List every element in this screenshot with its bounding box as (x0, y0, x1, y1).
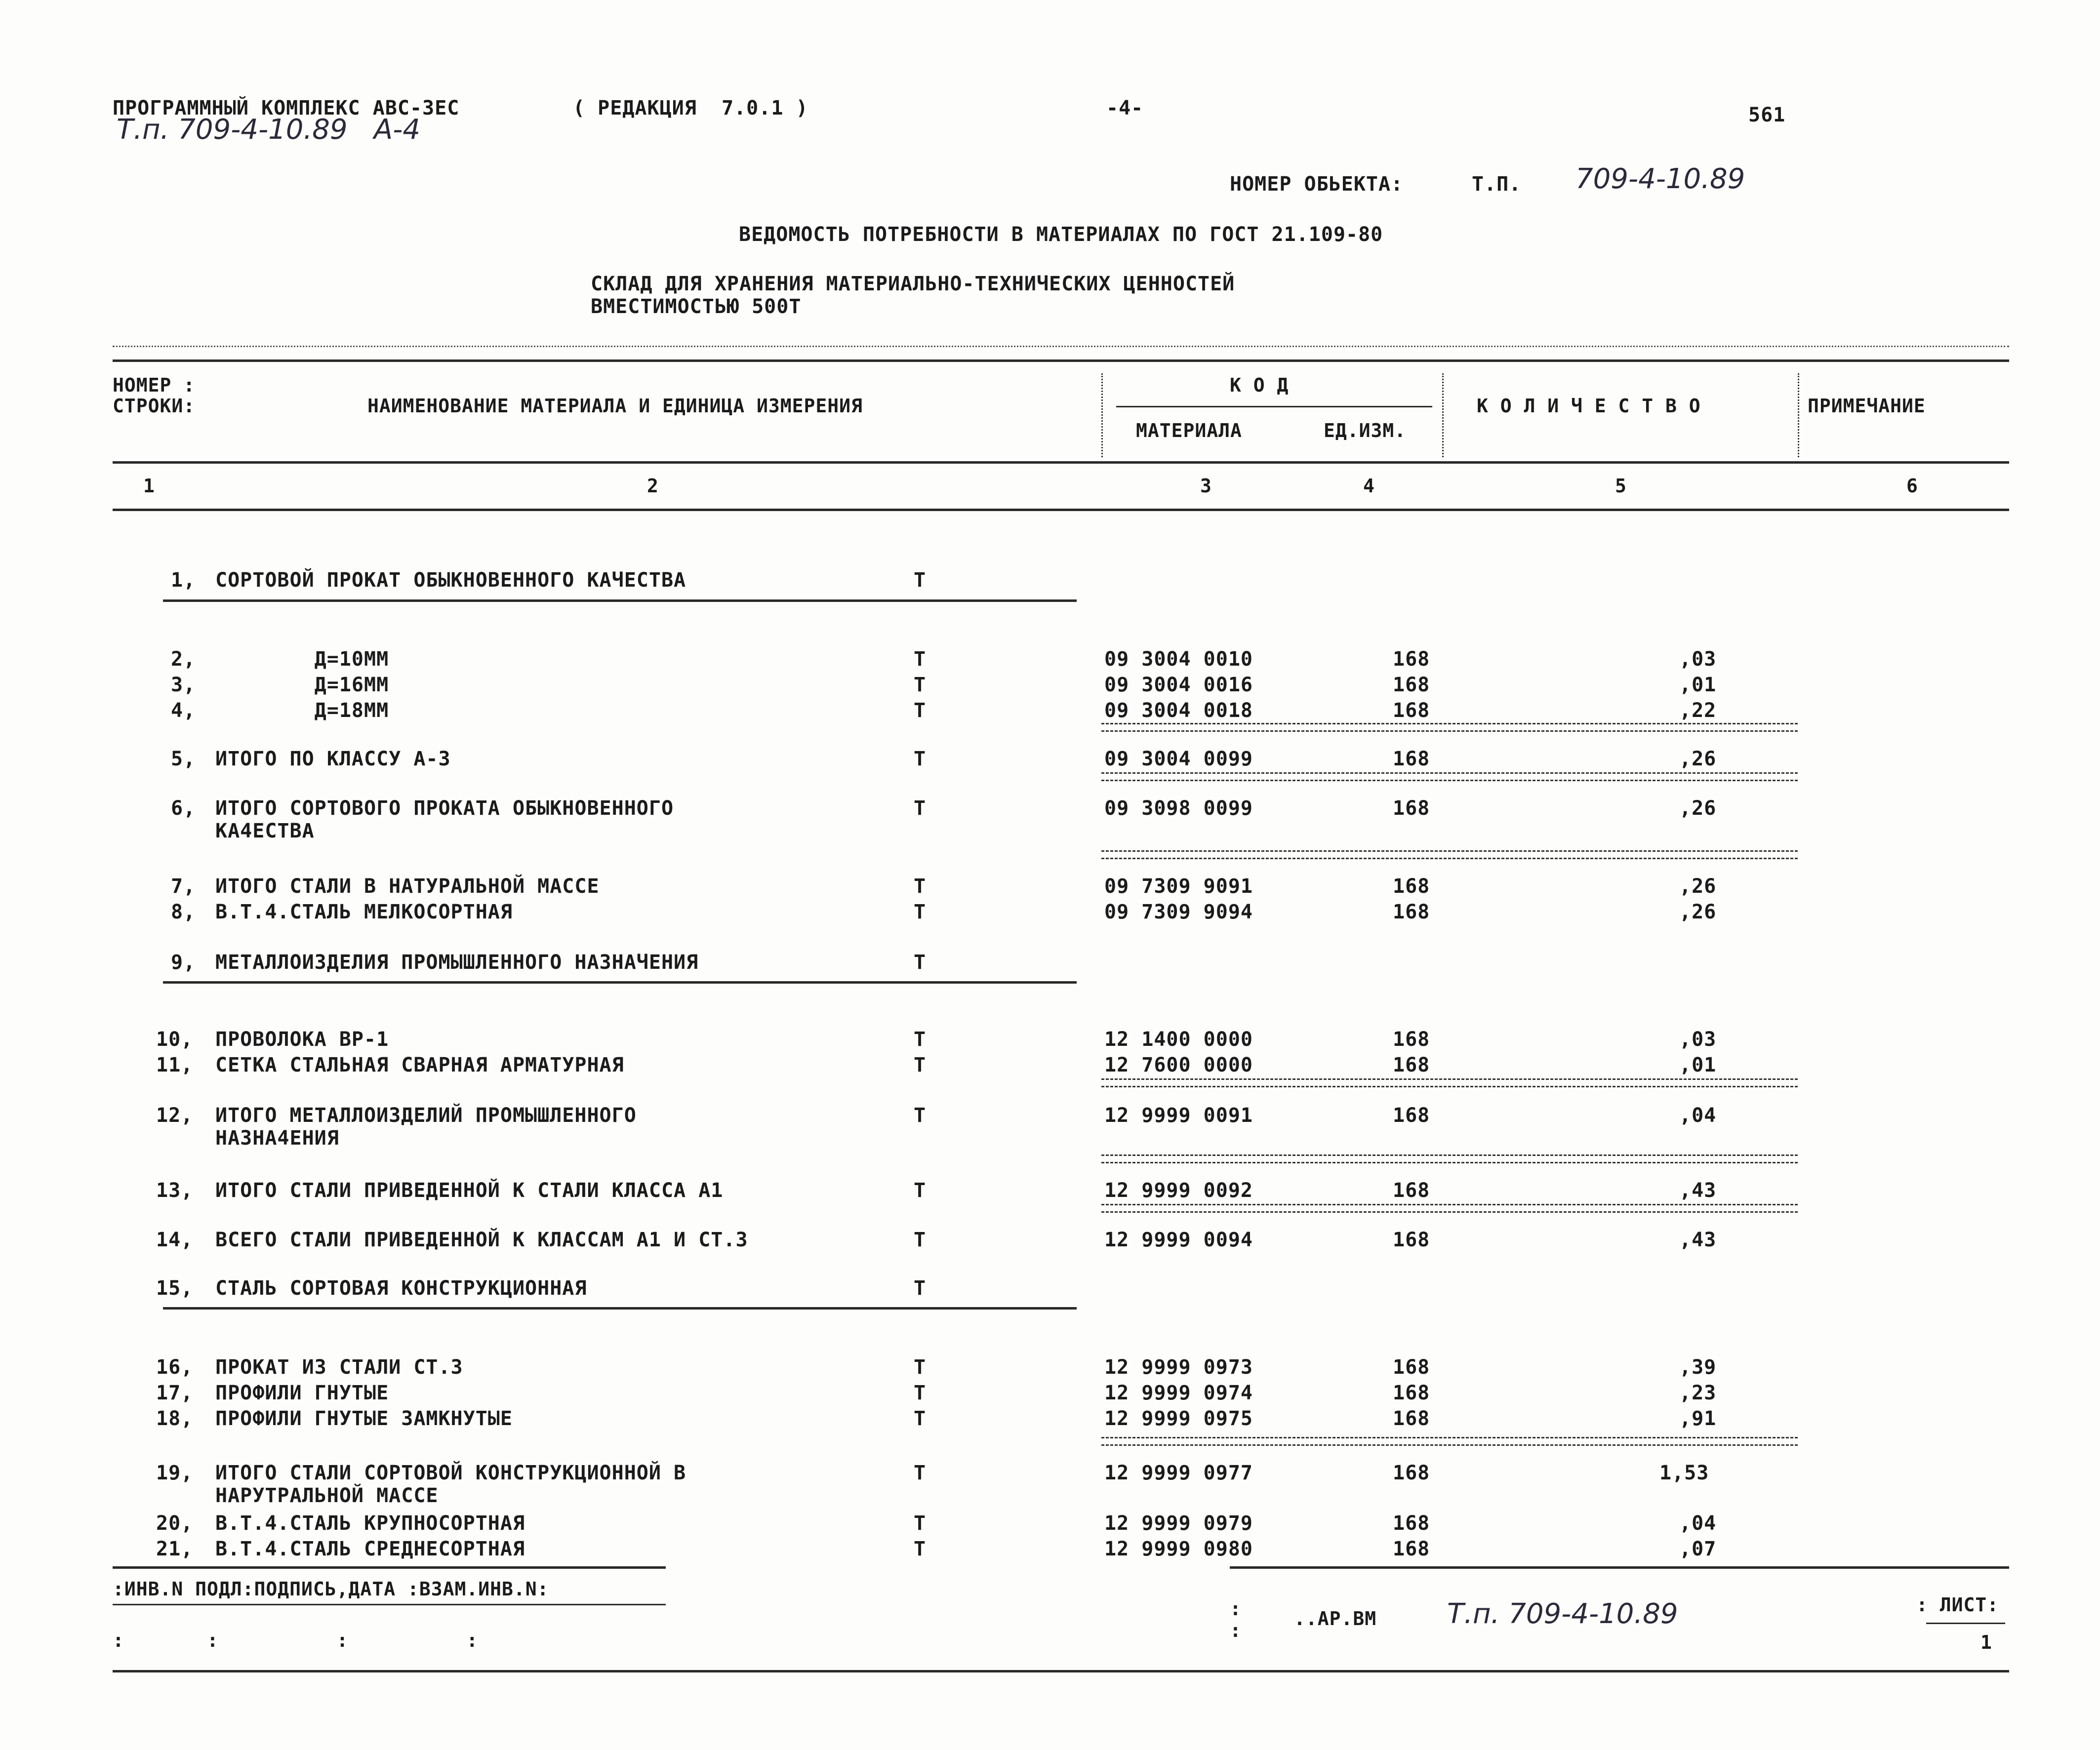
row-quantity: ,26 (1679, 797, 1717, 820)
row-unit: Т (914, 875, 927, 898)
total-separator-6 (1101, 772, 1798, 781)
row-number: 3, (171, 674, 196, 696)
col-number-5: 5 (1615, 475, 1627, 497)
row-number: 11, (156, 1054, 194, 1076)
row-material-code: 12 9999 0092 (1104, 1179, 1253, 1202)
row-material-code: 09 3004 0010 (1104, 648, 1253, 671)
section-rule-1 (163, 599, 1077, 602)
col-name-header: НАИМЕНОВАНИЕ МАТЕРИАЛА И ЕДИНИЦА ИЗМЕРЕНИЯ (367, 395, 863, 417)
sheet-number: 1 (1980, 1631, 1992, 1653)
row-material-code: 09 7309 9094 (1104, 901, 1253, 923)
handwritten-code: Т.п. 709-4-10.89 А-4 (117, 114, 421, 146)
section-rule-15 (163, 1307, 1077, 1310)
row-material-name: МЕТАЛЛОИЗДЕЛИЯ ПРОМЫШЛЕННОГО НАЗНАЧЕНИЯ (215, 951, 699, 974)
row-material-name-cont: КА4ЕСТВА (215, 820, 315, 842)
row-material-code: 12 9999 0979 (1104, 1512, 1253, 1535)
subtitle-line-1: СКЛАД ДЛЯ ХРАНЕНИЯ МАТЕРИАЛЬНО-ТЕХНИЧЕСКИХ ЦЕННОСТЕЙ (591, 273, 1235, 295)
row-material-name: ПРОВОЛОКА ВР-1 (215, 1028, 389, 1051)
row-unit: Т (914, 901, 927, 923)
row-unit-code: 168 (1393, 1512, 1430, 1535)
row-material-name: ИТОГО СТАЛИ В НАТУРАЛЬНОЙ МАССЕ (215, 875, 600, 898)
sheet-rule (1926, 1623, 2005, 1624)
row-number: 17, (156, 1382, 194, 1404)
row-number: 1, (171, 569, 196, 592)
stamp-left-cells: : : : : (113, 1630, 479, 1651)
row-material-name: СЕТКА СТАЛЬНАЯ СВАРНАЯ АРМАТУРНАЯ (215, 1054, 624, 1076)
row-material-name: СОРТОВОЙ ПРОКАТ ОБЫКНОВЕННОГО КАЧЕСТВА (215, 569, 687, 592)
row-unit: Т (914, 1277, 927, 1300)
row-material-code: 09 3004 0016 (1104, 674, 1253, 696)
row-unit: Т (914, 1104, 927, 1127)
col-number-3: 3 (1200, 475, 1212, 497)
row-material-name: ПРОФИЛИ ГНУТЫЕ (215, 1382, 389, 1404)
row-number: 20, (156, 1512, 194, 1535)
row-number: 2, (171, 648, 196, 671)
total-separator-5 (1101, 723, 1798, 732)
stamp-right-edge: : : (1230, 1598, 1242, 1641)
code-subheader-rule (1116, 406, 1432, 407)
stamp-left-labels: :ИНВ.N ПОДЛ:ПОДПИСЬ,ДАТА :ВЗАМ.ИНВ.N: (113, 1578, 549, 1600)
row-unit-code: 168 (1393, 648, 1430, 671)
header-mid-rule (113, 461, 2009, 464)
col-code-material-header: МАТЕРИАЛА (1136, 420, 1242, 441)
row-material-name: ИТОГО СТАЛИ СОРТОВОЙ КОНСТРУКЦИОННОЙ В (215, 1462, 687, 1484)
row-unit: Т (914, 1462, 927, 1484)
header-divider-code (1101, 373, 1103, 457)
row-unit-code: 168 (1393, 901, 1430, 923)
row-unit-code: 168 (1393, 1104, 1430, 1127)
row-unit: Т (914, 648, 927, 671)
row-quantity: ,43 (1679, 1229, 1717, 1251)
row-number: 9, (171, 951, 196, 974)
total-separator-13 (1101, 1154, 1798, 1163)
page-bottom-rule (113, 1670, 2009, 1672)
row-quantity: 1,53 (1659, 1462, 1709, 1484)
row-unit: Т (914, 748, 927, 770)
row-material-code: 09 3004 0099 (1104, 748, 1253, 770)
row-material-code: 12 9999 0091 (1104, 1104, 1253, 1127)
row-unit-code: 168 (1393, 1179, 1430, 1202)
col-num-header-1: НОМЕР : (113, 374, 196, 396)
row-unit-code: 168 (1393, 748, 1430, 770)
row-material-code: 12 9999 0980 (1104, 1538, 1253, 1560)
row-unit: Т (914, 1356, 927, 1379)
object-prefix: Т.П. (1472, 173, 1522, 196)
row-material-name: ИТОГО ПО КЛАССУ А-3 (215, 748, 451, 770)
row-unit: Т (914, 1054, 927, 1076)
stamp-top-rule-right (1230, 1566, 2009, 1569)
row-material-code: 09 3098 0099 (1104, 797, 1253, 820)
row-quantity: ,26 (1679, 901, 1717, 923)
row-quantity: ,04 (1679, 1104, 1717, 1127)
row-material-code: 12 1400 0000 (1104, 1028, 1253, 1051)
row-material-code: 12 9999 0977 (1104, 1462, 1253, 1484)
row-material-name: ИТОГО МЕТАЛЛОИЗДЕЛИЙ ПРОМЫШЛЕННОГО (215, 1104, 637, 1127)
row-material-name-cont: НАЗНА4ЕНИЯ (215, 1127, 339, 1150)
row-number: 12, (156, 1104, 194, 1127)
col-code-header: К О Д (1230, 374, 1289, 396)
row-number: 4, (171, 699, 196, 722)
row-unit-code: 168 (1393, 1229, 1430, 1251)
row-unit: Т (914, 1512, 927, 1535)
row-material-code: 12 9999 0975 (1104, 1407, 1253, 1430)
row-unit-code: 168 (1393, 797, 1430, 820)
row-quantity: ,22 (1679, 699, 1717, 722)
row-unit: Т (914, 1382, 927, 1404)
row-quantity: ,04 (1679, 1512, 1717, 1535)
row-unit-code: 168 (1393, 1356, 1430, 1379)
total-separator-19 (1101, 1437, 1798, 1446)
row-material-name: ВСЕГО СТАЛИ ПРИВЕДЕННОЙ К КЛАССАМ А1 И СТ.3 (215, 1229, 748, 1251)
row-quantity: ,23 (1679, 1382, 1717, 1404)
row-number: 10, (156, 1028, 194, 1051)
col-number-1: 1 (143, 475, 155, 497)
stamp-handwritten-doc: Т.п. 709-4-10.89 (1447, 1598, 1678, 1630)
row-material-name: ПРОКАТ ИЗ СТАЛИ СТ.3 (215, 1356, 463, 1379)
row-material-code: 12 9999 0974 (1104, 1382, 1253, 1404)
row-quantity: ,01 (1679, 674, 1717, 696)
row-unit-code: 168 (1393, 875, 1430, 898)
row-material-name-cont: НАРУТРАЛЬНОЙ МАССЕ (215, 1484, 439, 1507)
row-quantity: ,07 (1679, 1538, 1717, 1560)
sheet-label: : ЛИСТ: (1916, 1594, 1999, 1616)
header-divider-note (1798, 373, 1799, 457)
stamp-top-rule-left (113, 1566, 666, 1569)
row-unit: Т (914, 797, 927, 820)
row-number: 6, (171, 797, 196, 820)
row-unit: Т (914, 1028, 927, 1051)
total-separator-7 (1101, 850, 1798, 859)
row-unit-code: 168 (1393, 1382, 1430, 1404)
row-unit-code: 168 (1393, 1407, 1430, 1430)
row-material-code: 09 7309 9091 (1104, 875, 1253, 898)
row-quantity: ,39 (1679, 1356, 1717, 1379)
row-material-name: ИТОГО СОРТОВОГО ПРОКАТА ОБЫКНОВЕННОГО (215, 797, 674, 820)
row-number: 18, (156, 1407, 194, 1430)
document-title: ВЕДОМОСТЬ ПОТРЕБНОСТИ В МАТЕРИАЛАХ ПО ГОСТ 21.109-80 (739, 223, 1383, 246)
subtitle-line-2: ВМЕСТИМОСТЬЮ 500Т (591, 295, 802, 318)
total-separator-12 (1101, 1078, 1798, 1087)
page-mark: -4- (1106, 97, 1144, 119)
stamp-mid-rule (113, 1604, 666, 1605)
row-unit: Т (914, 699, 927, 722)
row-material-code: 12 7600 0000 (1104, 1054, 1253, 1076)
total-separator-14 (1101, 1204, 1798, 1213)
row-unit: Т (914, 1407, 927, 1430)
row-unit-code: 168 (1393, 1028, 1430, 1051)
row-material-name: ИТОГО СТАЛИ ПРИВЕДЕННОЙ К СТАЛИ КЛАССА А1 (215, 1179, 724, 1202)
header-top-rule (113, 359, 2009, 362)
row-unit: Т (914, 674, 927, 696)
row-unit-code: 168 (1393, 674, 1430, 696)
col-quantity-header: К О Л И Ч Е С Т В О (1477, 395, 1701, 417)
row-quantity: ,03 (1679, 1028, 1717, 1051)
row-quantity: ,26 (1679, 748, 1717, 770)
row-material-code: 09 3004 0018 (1104, 699, 1253, 722)
header-bottom-rule (113, 509, 2009, 511)
col-number-6: 6 (1906, 475, 1918, 497)
row-number: 21, (156, 1538, 194, 1560)
row-material-name: В.Т.4.СТАЛЬ КРУПНОСОРТНАЯ (215, 1512, 525, 1535)
row-quantity: ,01 (1679, 1054, 1717, 1076)
row-material-name: ПРОФИЛИ ГНУТЫЕ ЗАМКНУТЫЕ (215, 1407, 513, 1430)
row-material-name: В.Т.4.СТАЛЬ СРЕДНЕСОРТНАЯ (215, 1538, 525, 1560)
row-quantity: ,43 (1679, 1179, 1717, 1202)
row-quantity: ,91 (1679, 1407, 1717, 1430)
row-unit: Т (914, 569, 927, 592)
row-number: 16, (156, 1356, 194, 1379)
section-rule-9 (163, 981, 1077, 984)
row-material-name: В.Т.4.СТАЛЬ МЕЛКОСОРТНАЯ (215, 901, 513, 923)
row-material-name: Д=10ММ (215, 648, 389, 671)
row-unit-code: 168 (1393, 1462, 1430, 1484)
stamp-discipline: ..АР.ВМ (1294, 1608, 1377, 1630)
row-number: 14, (156, 1229, 194, 1251)
col-number-2: 2 (647, 475, 659, 497)
row-number: 8, (171, 901, 196, 923)
row-material-code: 12 9999 0094 (1104, 1229, 1253, 1251)
row-unit: Т (914, 1538, 927, 1560)
page-number: 561 (1748, 104, 1786, 126)
program-name: ПРОГРАММНЫЙ КОМПЛЕКС АВС-3ЕС (113, 97, 460, 119)
row-material-name: Д=16ММ (215, 674, 389, 696)
top-dotted-line (113, 346, 2009, 347)
row-number: 5, (171, 748, 196, 770)
object-label: НОМЕР ОБЬЕКТА: (1230, 173, 1404, 196)
row-unit: Т (914, 951, 927, 974)
row-number: 19, (156, 1462, 194, 1484)
edition-label: ( РЕДАКЦИЯ 7.0.1 ) (573, 97, 808, 119)
row-unit: Т (914, 1179, 927, 1202)
header-divider-quantity (1442, 373, 1444, 457)
row-unit-code: 168 (1393, 1538, 1430, 1560)
row-quantity: ,26 (1679, 875, 1717, 898)
row-number: 15, (156, 1277, 194, 1300)
row-number: 13, (156, 1179, 194, 1202)
row-material-name: Д=18ММ (215, 699, 389, 722)
col-note-header: ПРИМЕЧАНИЕ (1808, 395, 1926, 417)
col-code-unit-header: ЕД.ИЗМ. (1324, 420, 1407, 441)
col-num-header-2: СТРОКИ: (113, 395, 196, 417)
row-quantity: ,03 (1679, 648, 1717, 671)
row-unit-code: 168 (1393, 699, 1430, 722)
row-number: 7, (171, 875, 196, 898)
row-material-code: 12 9999 0973 (1104, 1356, 1253, 1379)
col-number-4: 4 (1363, 475, 1375, 497)
row-material-name: СТАЛЬ СОРТОВАЯ КОНСТРУКЦИОННАЯ (215, 1277, 587, 1300)
object-value: 709-4-10.89 (1575, 163, 1745, 195)
row-unit-code: 168 (1393, 1054, 1430, 1076)
row-unit: Т (914, 1229, 927, 1251)
